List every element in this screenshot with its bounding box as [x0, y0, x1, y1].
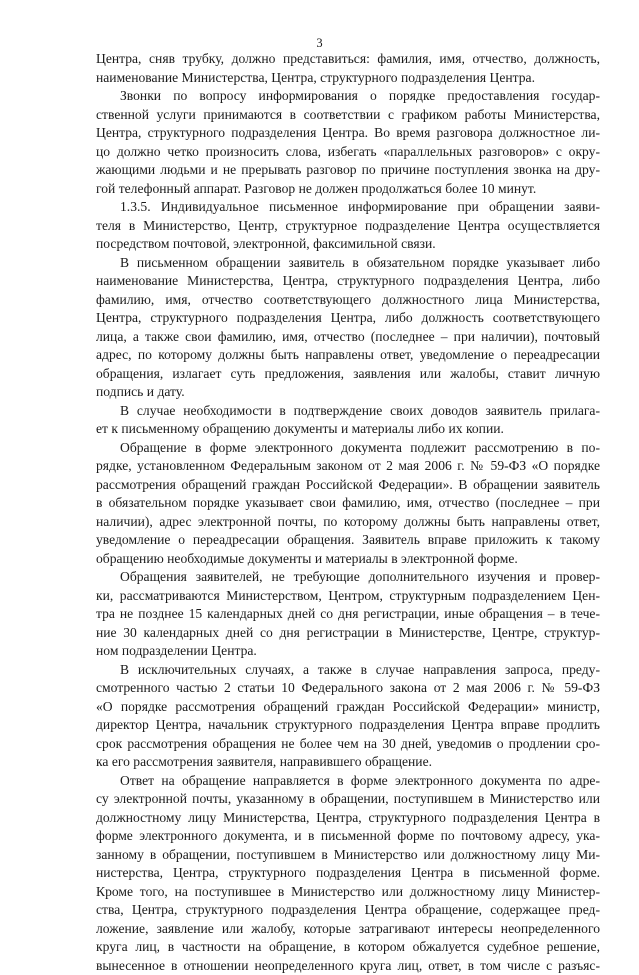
text-line: ства, Центра, структурного подразделения Центра обращение, содержащее пред-: [96, 901, 600, 920]
text-line: подпись и дату.: [96, 383, 600, 402]
text-line: круга лиц, в частности на обращение, в котором обжалуется судебное решение,: [96, 938, 600, 957]
text-line: В письменном обращении заявитель в обязательном порядке указывает либо: [96, 254, 600, 273]
text-line: обращению необходимые документы и материалы в электронной форме.: [96, 550, 600, 569]
text-line: должностному лицу Министерства, Центра, структурного подразделения Центра в: [96, 809, 600, 828]
text-line: теля в Министерство, Центр, структурное подразделение Центра осуществляется: [96, 217, 600, 236]
paragraph: [96, 402, 600, 439]
text-line: рядке, установленном Федеральным законом от 2 мая 2006 г. № 59-ФЗ «О порядке: [96, 457, 600, 476]
text-line: Центра, сняв трубку, должно представиться: фамилия, имя, отчество, должность,: [96, 50, 600, 69]
text-line: нистерства, Центра, структурного подразделения Центра в письменной форме.: [96, 864, 600, 883]
text-line: тра не позднее 15 календарных дней со дня регистрации, иные обращения – в тече-: [96, 605, 600, 624]
text-line: обращения, излагает суть предложения, заявления или жалобы, ставит личную: [96, 365, 600, 384]
text-line: наименование Министерства, Центра, структурного подразделения Центра, либо: [96, 272, 600, 291]
text-line: В случае необходимости в подтверждение своих доводов заявитель прилага-: [96, 402, 600, 421]
text-line: ка его рассмотрения заявителя, направившего обращение.: [96, 753, 600, 772]
page-number: 3: [0, 36, 639, 51]
paragraph: [96, 87, 600, 198]
text-line: адрес, по которому должны быть направлены ответ, уведомление о переадресации: [96, 346, 600, 365]
text-line: занному в обращении, поступившем в Министерство или должностному лицу Ми-: [96, 846, 600, 865]
text-line: ки, рассматриваются Министерством, Центром, структурным подразделением Цен-: [96, 587, 600, 606]
text-line: ние 30 календарных дней со дня регистрации в Министерстве, Центре, структур-: [96, 624, 600, 643]
text-line: вынесенное в отношении неопределенного круга лиц, ответ, в том числе с разъяс-: [96, 957, 600, 975]
text-line: срок рассмотрения обращения не более чем на 30 дней, уведомив о продлении сро-: [96, 735, 600, 754]
text-line: В исключительных случаях, а также в случае направления запроса, преду-: [96, 661, 600, 680]
text-line: Звонки по вопросу информирования о порядке предоставления государ-: [96, 87, 600, 106]
text-line: лица, а также свои фамилию, имя, отчество (последнее – при наличии), почтовый: [96, 328, 600, 347]
text-line: цо должно четко произносить слова, избегать «параллельных разговоров» с окру-: [96, 143, 600, 162]
text-line: «О порядке рассмотрения обращений граждан Российской Федерации» министр,: [96, 698, 600, 717]
text-line: Ответ на обращение направляется в форме электронного документа по адре-: [96, 772, 600, 791]
text-line: смотренного частью 2 статьи 10 Федерального закона от 2 мая 2006 г. № 59-ФЗ: [96, 679, 600, 698]
paragraph: [96, 661, 600, 772]
document-text: [96, 50, 600, 975]
text-line: су электронной почты, указанному в обращении, поступившем в Министерство или: [96, 790, 600, 809]
text-line: наличии), адрес электронной почты, по которому должны быть направлены ответ,: [96, 513, 600, 532]
text-line: Обращения заявителей, не требующие дополнительного изучения и провер-: [96, 568, 600, 587]
text-line: Кроме того, на поступившее в Министерство или должностному лицу Министер-: [96, 883, 600, 902]
text-line: фамилию, имя, отчество соответствующего должностного лица Министерства,: [96, 291, 600, 310]
text-line: рассмотрения обращений граждан Российской Федерации». В обращении заявитель: [96, 476, 600, 495]
paragraph: [96, 254, 600, 402]
paragraph: [96, 439, 600, 569]
text-line: форме электронного документа, и в письменной форме по почтовому адресу, ука-: [96, 827, 600, 846]
text-line: ет к письменному обращению документы и материалы либо их копии.: [96, 420, 600, 439]
text-line: уведомление о переадресации обращения. Заявитель вправе приложить к такому: [96, 531, 600, 550]
text-line: ложение, заявление или жалобу, которые затрагивают интересы неопределенного: [96, 920, 600, 939]
text-line: ном подразделении Центра.: [96, 642, 600, 661]
text-line: ственной услуги принимаются в соответствии с графиком работы Министерства,: [96, 106, 600, 125]
paragraph: [96, 50, 600, 87]
text-line: посредством почтовой, электронной, факсимильной связи.: [96, 235, 600, 254]
text-line: 1.3.5. Индивидуальное письменное информирование при обращении заяви-: [96, 198, 600, 217]
text-line: в обязательном порядке указывает свои фамилию, имя, отчество (последнее – при: [96, 494, 600, 513]
text-line: жающими людьми и не прерывать разговор по причине поступления звонка на дру-: [96, 161, 600, 180]
text-line: Центра, структурного подразделения Центра, либо должность соответствующего: [96, 309, 600, 328]
text-line: гой телефонный аппарат. Разговор не должен продолжаться более 10 минут.: [96, 180, 600, 199]
text-line: наименование Министерства, Центра, структурного подразделения Центра.: [96, 69, 600, 88]
text-line: директор Центра, начальник структурного подразделения Центра вправе продлить: [96, 716, 600, 735]
paragraph: [96, 568, 600, 661]
text-line: Обращение в форме электронного документа подлежит рассмотрению в по-: [96, 439, 600, 458]
paragraph: [96, 772, 600, 975]
text-line: Центра, структурного подразделения Центра. Во время разговора должностное ли-: [96, 124, 600, 143]
paragraph: [96, 198, 600, 254]
